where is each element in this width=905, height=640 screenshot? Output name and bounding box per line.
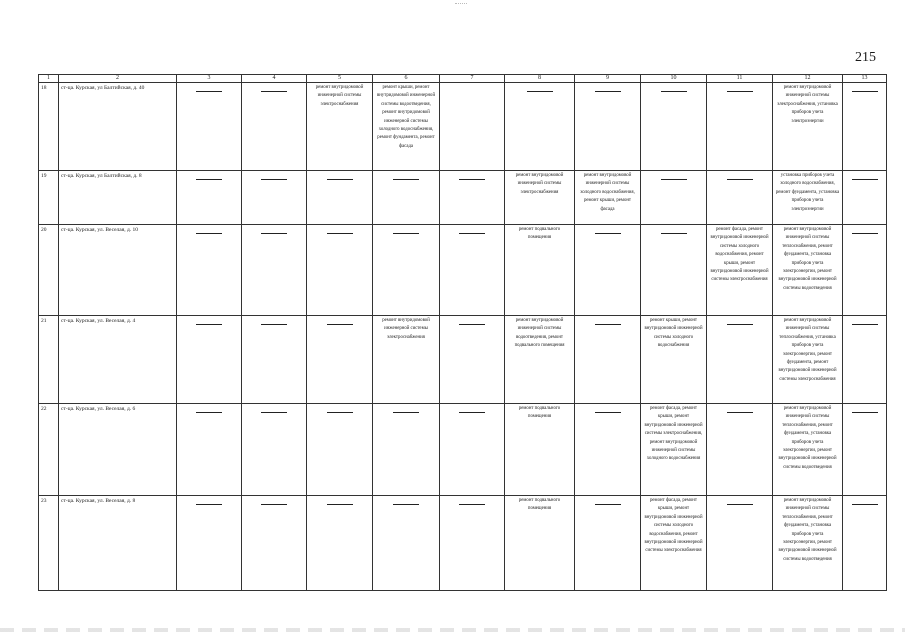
empty-dash-cell — [575, 316, 641, 404]
dash-mark — [393, 179, 419, 180]
dash-mark — [393, 504, 419, 505]
scan-artifact-line — [0, 628, 905, 632]
empty-dash-cell — [373, 171, 440, 225]
work-description-cell: ремонт внутридомовой инженерной системы водоотведения, ремонт подвального помещения — [505, 316, 575, 404]
empty-dash-cell — [843, 404, 887, 496]
empty-dash-cell — [641, 83, 707, 171]
dash-mark — [393, 412, 419, 413]
empty-dash-cell — [707, 171, 773, 225]
address-cell: ст-ца. Курская, ул. Веселая, д. 4 — [59, 316, 177, 404]
dash-mark — [852, 324, 878, 325]
empty-dash-cell — [242, 496, 307, 591]
repair-schedule-table — [38, 74, 887, 591]
dash-mark — [196, 233, 222, 234]
dash-mark — [261, 504, 287, 505]
address-cell: ст-ца. Курская, ул. Веселая, д. 10 — [59, 225, 177, 316]
header-cell: 6 — [373, 75, 440, 83]
header-cell: 2 — [59, 75, 177, 83]
dash-mark — [852, 179, 878, 180]
dash-mark — [196, 179, 222, 180]
header-cell: 11 — [707, 75, 773, 83]
empty-dash-cell — [575, 225, 641, 316]
empty-dash-cell — [575, 83, 641, 171]
work-description-cell: ремонт подвального помещения — [505, 496, 575, 591]
header-cell: 9 — [575, 75, 641, 83]
work-description-cell: ремонт подвального помещения — [505, 225, 575, 316]
empty-dash-cell — [575, 404, 641, 496]
table-row — [39, 225, 887, 316]
header-cell: 8 — [505, 75, 575, 83]
work-description-cell — [440, 83, 505, 171]
dash-mark — [327, 324, 353, 325]
empty-dash-cell — [440, 316, 505, 404]
dash-mark — [852, 504, 878, 505]
dash-mark — [459, 412, 485, 413]
dash-mark — [727, 504, 753, 505]
dash-mark — [459, 179, 485, 180]
dash-mark — [595, 412, 621, 413]
address-cell: ст-ца. Курская, ул Балтийская, д. 8 — [59, 171, 177, 225]
empty-dash-cell — [843, 225, 887, 316]
work-description-cell: ремонт внутридомовой инженерной системы электроснабжения — [505, 171, 575, 225]
dash-mark — [459, 233, 485, 234]
dash-mark — [261, 324, 287, 325]
work-description-cell: ремонт внутридомовой инженерной системы теплоснабжения, ремонт фундамента, установка приборов учета электроэнергии, ремонт внутридомовой инженерной системы водоотведения — [773, 496, 843, 591]
empty-dash-cell — [242, 225, 307, 316]
empty-dash-cell — [242, 171, 307, 225]
empty-dash-cell — [307, 316, 373, 404]
empty-dash-cell — [707, 404, 773, 496]
dash-mark — [196, 324, 222, 325]
table-row — [39, 316, 887, 404]
empty-dash-cell — [242, 404, 307, 496]
empty-dash-cell — [440, 496, 505, 591]
dash-mark — [261, 233, 287, 234]
dash-mark — [527, 91, 553, 92]
table-row — [39, 83, 887, 171]
work-description-cell: ремонт фасада, ремонт внутридомовой инженерной системы холодного водоснабжения, ремонт крыши, ремонт внутридомовой инженерной системы электроснабжения — [707, 225, 773, 316]
header-cell: 1 — [39, 75, 59, 83]
dash-mark — [196, 91, 222, 92]
row-number-cell: 18 — [39, 83, 59, 171]
dash-mark — [661, 179, 687, 180]
empty-dash-cell — [177, 83, 242, 171]
dash-mark — [459, 324, 485, 325]
work-description-cell: ремонт внутридомовой инженерной системы теплоснабжения, ремонт фундамента, установка приборов учета электроэнергии, ремонт внутридомовой инженерной системы водоотведения — [773, 225, 843, 316]
empty-dash-cell — [373, 404, 440, 496]
empty-dash-cell — [707, 83, 773, 171]
empty-dash-cell — [242, 83, 307, 171]
dash-mark — [852, 233, 878, 234]
empty-dash-cell — [843, 171, 887, 225]
header-cell: 7 — [440, 75, 505, 83]
header-cell: 3 — [177, 75, 242, 83]
empty-dash-cell — [707, 496, 773, 591]
empty-dash-cell — [177, 225, 242, 316]
row-number-cell: 19 — [39, 171, 59, 225]
work-description-cell: ремонт внутридомовой инженерной системы электроснабжения, установка приборов учета электроэнергии — [773, 83, 843, 171]
work-description-cell: установка приборов учета холодного водоснабжения, ремонт фундамента, установка приборов учета электроэнергии — [773, 171, 843, 225]
dash-mark — [327, 504, 353, 505]
empty-dash-cell — [177, 496, 242, 591]
empty-dash-cell — [641, 171, 707, 225]
header-cell: 5 — [307, 75, 373, 83]
dash-mark — [595, 504, 621, 505]
table-row — [39, 404, 887, 496]
header-cell: 12 — [773, 75, 843, 83]
work-description-cell: ремонт крыши, ремонт внутридомовой инженерной системы холодного водоснабжения — [641, 316, 707, 404]
header-cell: 13 — [843, 75, 887, 83]
empty-dash-cell — [177, 404, 242, 496]
empty-dash-cell — [373, 496, 440, 591]
row-number-cell: 21 — [39, 316, 59, 404]
empty-dash-cell — [575, 496, 641, 591]
table-row — [39, 171, 887, 225]
work-description-cell: ремонт подвального помещения — [505, 404, 575, 496]
work-description-cell: ремонт внутридомовой инженерной системы холодного водоснабжения, ремонт крыши, ремонт фасада — [575, 171, 641, 225]
row-number-cell: 23 — [39, 496, 59, 591]
empty-dash-cell — [843, 316, 887, 404]
empty-dash-cell — [440, 225, 505, 316]
dash-mark — [196, 504, 222, 505]
empty-dash-cell — [707, 316, 773, 404]
dash-mark — [852, 91, 878, 92]
header-cell: 10 — [641, 75, 707, 83]
dash-mark — [595, 91, 621, 92]
dash-mark — [261, 91, 287, 92]
work-description-cell: ремонт внутридомовой инженерной системы электроснабжения — [307, 83, 373, 171]
row-number-cell: 20 — [39, 225, 59, 316]
work-description-cell: ремонт крыши, ремонт внутридомовой инженерной системы водоотведения, ремонт внутридомовой инженерной системы холодного водоснабжения, ремонт фундамента, ремонт фасада — [373, 83, 440, 171]
page-number: 215 — [855, 50, 876, 65]
dash-mark — [261, 179, 287, 180]
dash-mark — [661, 233, 687, 234]
empty-dash-cell — [843, 496, 887, 591]
dash-mark — [727, 91, 753, 92]
dash-mark — [852, 412, 878, 413]
empty-dash-cell — [373, 225, 440, 316]
empty-dash-cell — [307, 171, 373, 225]
dash-mark — [727, 324, 753, 325]
work-description-cell: ремонт фасада, ремонт крыши, ремонт внутридомовой инженерной системы холодного водоснабжения, ремонт внутридомовой инженерной системы электроснабжения — [641, 496, 707, 591]
work-description-cell: ремонт внутридомовой инженерной системы теплоснабжения, установка приборов учета электроэнергии, ремонт фундамента, ремонт внутридомовой инженерной системы электроснабжения — [773, 316, 843, 404]
empty-dash-cell — [307, 496, 373, 591]
empty-dash-cell — [242, 316, 307, 404]
dash-mark — [727, 179, 753, 180]
empty-dash-cell — [307, 225, 373, 316]
empty-dash-cell — [505, 83, 575, 171]
dash-mark — [459, 504, 485, 505]
dash-mark — [595, 233, 621, 234]
empty-dash-cell — [440, 171, 505, 225]
dash-mark — [327, 179, 353, 180]
empty-dash-cell — [440, 404, 505, 496]
address-cell: ст-ца. Курская, ул. Веселая, д. 6 — [59, 404, 177, 496]
dash-mark — [261, 412, 287, 413]
work-description-cell: ремонт внутридомовой инженерной системы теплоснабжения, ремонт фундамента, установка приборов учета электроэнергии, ремонт внутридомовой инженерной системы водоотведения — [773, 404, 843, 496]
empty-dash-cell — [177, 171, 242, 225]
header-row — [39, 75, 887, 83]
empty-dash-cell — [641, 225, 707, 316]
header-cell: 4 — [242, 75, 307, 83]
work-description-cell: ремонт фасада, ремонт крыши, ремонт внутридомовой инженерной системы электроснабжения, ремонт внутридомовой инженерной системы холодного водоснабжения — [641, 404, 707, 496]
dash-mark — [327, 233, 353, 234]
work-description-cell: ремонт внутридомовой инженерной системы электроснабжения — [373, 316, 440, 404]
dash-mark — [196, 412, 222, 413]
dash-mark — [595, 324, 621, 325]
row-number-cell: 22 — [39, 404, 59, 496]
dash-mark — [327, 412, 353, 413]
table-row — [39, 496, 887, 591]
dash-mark — [393, 233, 419, 234]
dash-mark — [727, 412, 753, 413]
empty-dash-cell — [177, 316, 242, 404]
dash-mark — [661, 91, 687, 92]
address-cell: ст-ца. Курская, ул Балтийская, д. 40 — [59, 83, 177, 171]
address-cell: ст-ца. Курская, ул. Веселая, д. 8 — [59, 496, 177, 591]
empty-dash-cell — [307, 404, 373, 496]
scan-speck — [455, 3, 467, 6]
empty-dash-cell — [843, 83, 887, 171]
